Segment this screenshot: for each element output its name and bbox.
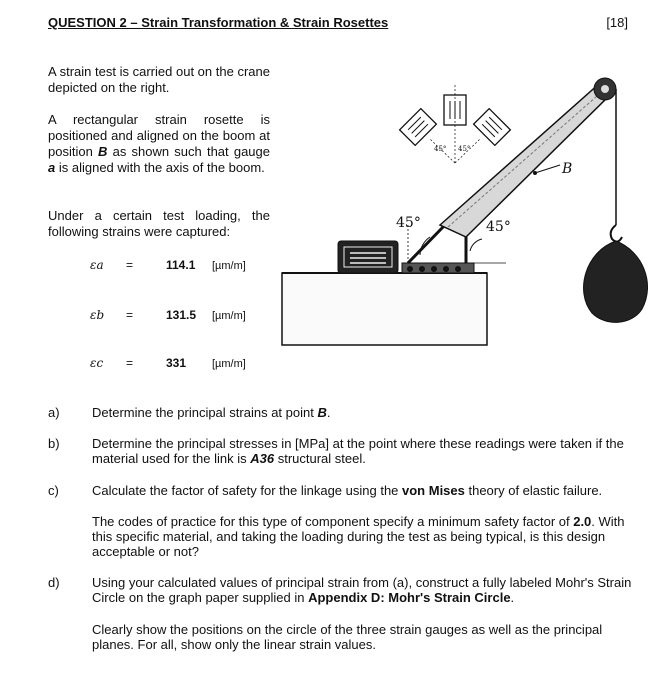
intro-paragraph-2: A rectangular strain rosette is positioned and aligned on the boom at position B as shown such that gauge a is aligned with the axis of the boom. [48,112,270,175]
strain-value: 331 [166,356,187,370]
question-a-text: Determine the principal strains at point B. [92,405,331,420]
strain-value: 131.5 [166,308,197,322]
counterweight [338,241,398,273]
question-b-text: Determine the principal stresses in [MPa] at the point where these readings were taken if the material used for the link is A36 structural steel. [92,436,624,466]
crane-base [282,273,487,345]
svg-text:45°: 45° [458,145,471,153]
angle-label-right: 45° [486,219,511,235]
strain-symbol: εb [90,308,105,322]
question-d-text: Using your calculated values of principal strain from (a), construct a fully labeled Mohr's Strain Circle on the graph paper supplied in Appendix D: Mohr's Strain Circle. [92,575,632,605]
load-sack [584,241,648,322]
strain-symbol: εc [90,356,104,370]
question-b-letter: b) [48,436,60,451]
intro-paragraph-3: Under a certain test loading, the following strains were captured: [48,208,270,239]
strain-unit: [µm/m] [212,260,246,272]
question-c-letter: c) [48,483,59,498]
angle-label-left: 45° [396,215,421,231]
point-b-label: B [562,161,573,177]
svg-text:45°: 45° [434,145,447,153]
question-c-text: Calculate the factor of safety for the linkage using the von Mises theory of elastic failure. [92,483,603,498]
strain-unit: [µm/m] [212,358,246,370]
strain-symbol: εa [90,258,104,272]
strain-row-b: εb = 131.5 [µm/m] [90,308,246,322]
strain-rosette [400,85,511,163]
strain-unit: [µm/m] [212,310,246,322]
hook [611,225,622,242]
question-a-letter: a) [48,405,60,420]
intro-paragraph-1: A strain test is carried out on the crane depicted on the right. [48,64,270,95]
question-d-paragraph-2: Clearly show the positions on the circle of the three strain gauges as well as the principal planes. For all, show only the linear strain values. [92,622,603,652]
question-c-paragraph-2: The codes of practice for this type of component specify a minimum safety factor of 2.0. With this specific material, and taking the loading during the test as being typical, is this design acceptable or not? [92,514,625,559]
marks-total: [18] [606,15,628,30]
question-title: QUESTION 2 – Strain Transformation & Strain Rosettes [48,15,389,30]
strain-row-c: εc = 331 [µm/m] [90,356,246,370]
strain-value: 114.1 [166,258,196,272]
strain-row-a: εa = 114.1 [µm/m] [90,258,246,272]
crane-figure [270,55,650,355]
question-d-letter: d) [48,575,60,590]
